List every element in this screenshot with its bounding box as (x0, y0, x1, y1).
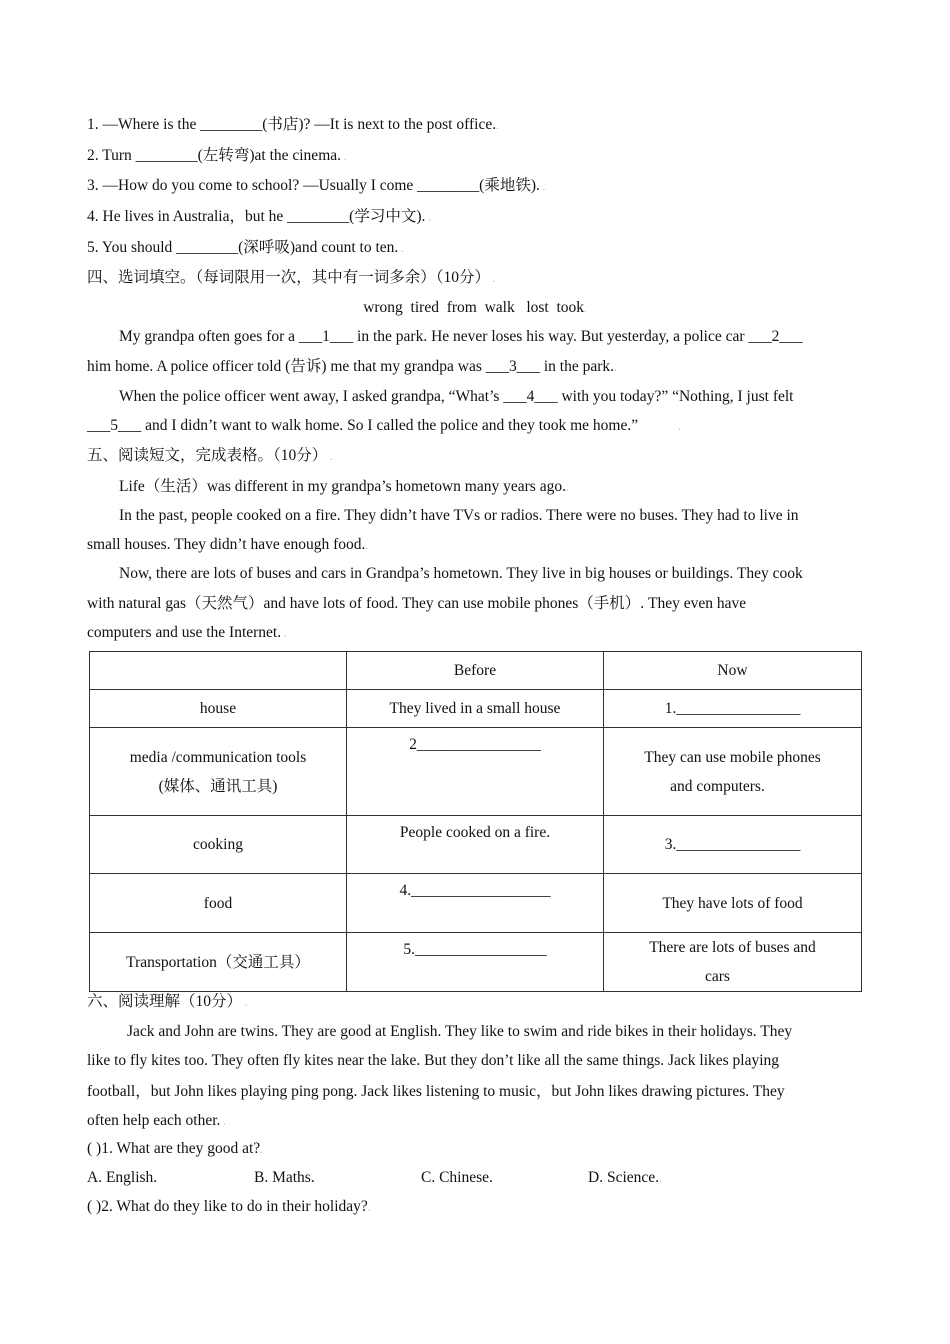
row-label (90, 728, 347, 816)
option-d: D. Science. (588, 1169, 660, 1186)
passage4-line-4: ___5___ and I didn’t want to walk home. So I called the police and they took me home.” . (87, 417, 681, 434)
comparison-table (89, 651, 862, 992)
now-cell: 1.________________ (604, 690, 862, 728)
now-cell-line: There are lots of buses and (649, 939, 816, 956)
passage6-line-4: often help each other. . (87, 1112, 226, 1129)
row-label: Transportation（交通工具） (90, 933, 347, 992)
before-cell: They lived in a small house (347, 690, 604, 728)
passage6-line-1: Jack and John are twins. They are good at English. They like to swim and ride bikes in their holidays. They (127, 1023, 793, 1040)
option-a: A. English. (87, 1169, 158, 1186)
passage5-line-1: Life（生活）was different in my grandpa’s hometown many years ago.. (119, 478, 569, 495)
now-cell (604, 728, 862, 816)
passage6-line-3: football，but John likes playing ping pong. Jack likes listening to music，but John likes drawing pictures. They (87, 1083, 785, 1100)
passage6-line-2: like to fly kites too. They often fly kites near the lake. But they don’t like all the same things. Jack likes playing (87, 1052, 780, 1069)
passage4-line-2: him home. A police officer told (告诉) me that my grandpa was ___3___ in the park.. (87, 358, 617, 375)
section6-title: 六、阅读理解（10分） . (87, 993, 248, 1010)
row-label: cooking (90, 816, 347, 874)
table-header-before: Before (347, 652, 604, 690)
table-row (90, 728, 862, 816)
passage5-line-6: computers and use the Internet. . (87, 624, 287, 641)
question-1: ( )1. What are they good at?. (87, 1140, 263, 1157)
row-label-line: (媒体、通讯工具) (158, 777, 278, 795)
question-2: ( )2. What do they like to do in their holiday?. (87, 1198, 371, 1215)
passage5-line-5: with natural gas（天然气）and have lots of food. They can use mobile phones（手机）. They even have (87, 595, 747, 612)
now-cell-line: They can use mobile phones (644, 748, 821, 766)
option-c: C. Chinese. (421, 1169, 493, 1186)
before-cell: 4.__________________ (347, 874, 604, 933)
passage4-line-3: When the police officer went away, I asked grandpa, “What’s ___4___ with you today?” “Nothing, I just felt (119, 388, 794, 405)
question-1-options: A. English. B. Maths. C. Chinese. D. Science.. (87, 1169, 662, 1186)
passage5-line-2: In the past, people cooked on a fire. They didn’t have TVs or radios. There were no buses. They had to live in (119, 507, 799, 524)
table-row (90, 690, 862, 728)
fill-item-3: 3. —How do you come to school? —Usually I come ________(乘地铁). . (87, 177, 546, 194)
before-cell: People cooked on a fire. (347, 816, 604, 874)
now-cell-line: and computers. (670, 777, 765, 795)
fill-item-2: 2. Turn ________(左转弯)at the cinema. . (87, 147, 347, 164)
option-b: B. Maths. (254, 1169, 315, 1186)
now-cell: They have lots of food (604, 874, 862, 933)
passage5-line-3: small houses. They didn’t have enough food.. (87, 536, 369, 553)
before-cell: 5._________________ (347, 933, 604, 992)
before-cell: 2________________ (347, 728, 604, 816)
table-row (90, 933, 862, 992)
section4-title: 四、选词填空。（每词限用一次，其中有一词多余）（10分） . (87, 269, 496, 286)
fill-item-1: 1. —Where is the ________(书店)? —It is next to the post office.. (87, 116, 499, 133)
fill-item-5: 5. You should ________(深呼吸)and count to ten. . (87, 239, 404, 256)
table-header-row (90, 652, 862, 690)
now-cell: 3.________________ (604, 816, 862, 874)
passage5-line-4: Now, there are lots of buses and cars in Grandpa’s hometown. They live in big houses or buildings. They cook (119, 565, 803, 582)
section5-title: 五、阅读短文，完成表格。（10分） . (87, 447, 333, 464)
table-row (90, 874, 862, 933)
fill-item-4: 4. He lives in Australia，but he ________(学习中文). . (87, 208, 431, 225)
word-bank: wrong tired from walk lost took. (363, 299, 587, 316)
now-cell-line: cars (705, 968, 730, 985)
row-label-line: media /communication tools (129, 748, 307, 766)
table-header-empty (90, 652, 347, 690)
table-header-now: Now (604, 652, 862, 690)
table-row (90, 816, 862, 874)
row-label: food (90, 874, 347, 933)
now-cell (604, 933, 862, 992)
passage4-line-1: My grandpa often goes for a ___1___ in the park. He never loses his way. But yesterday, a police car ___2___ (119, 328, 803, 345)
row-label: house (90, 690, 347, 728)
